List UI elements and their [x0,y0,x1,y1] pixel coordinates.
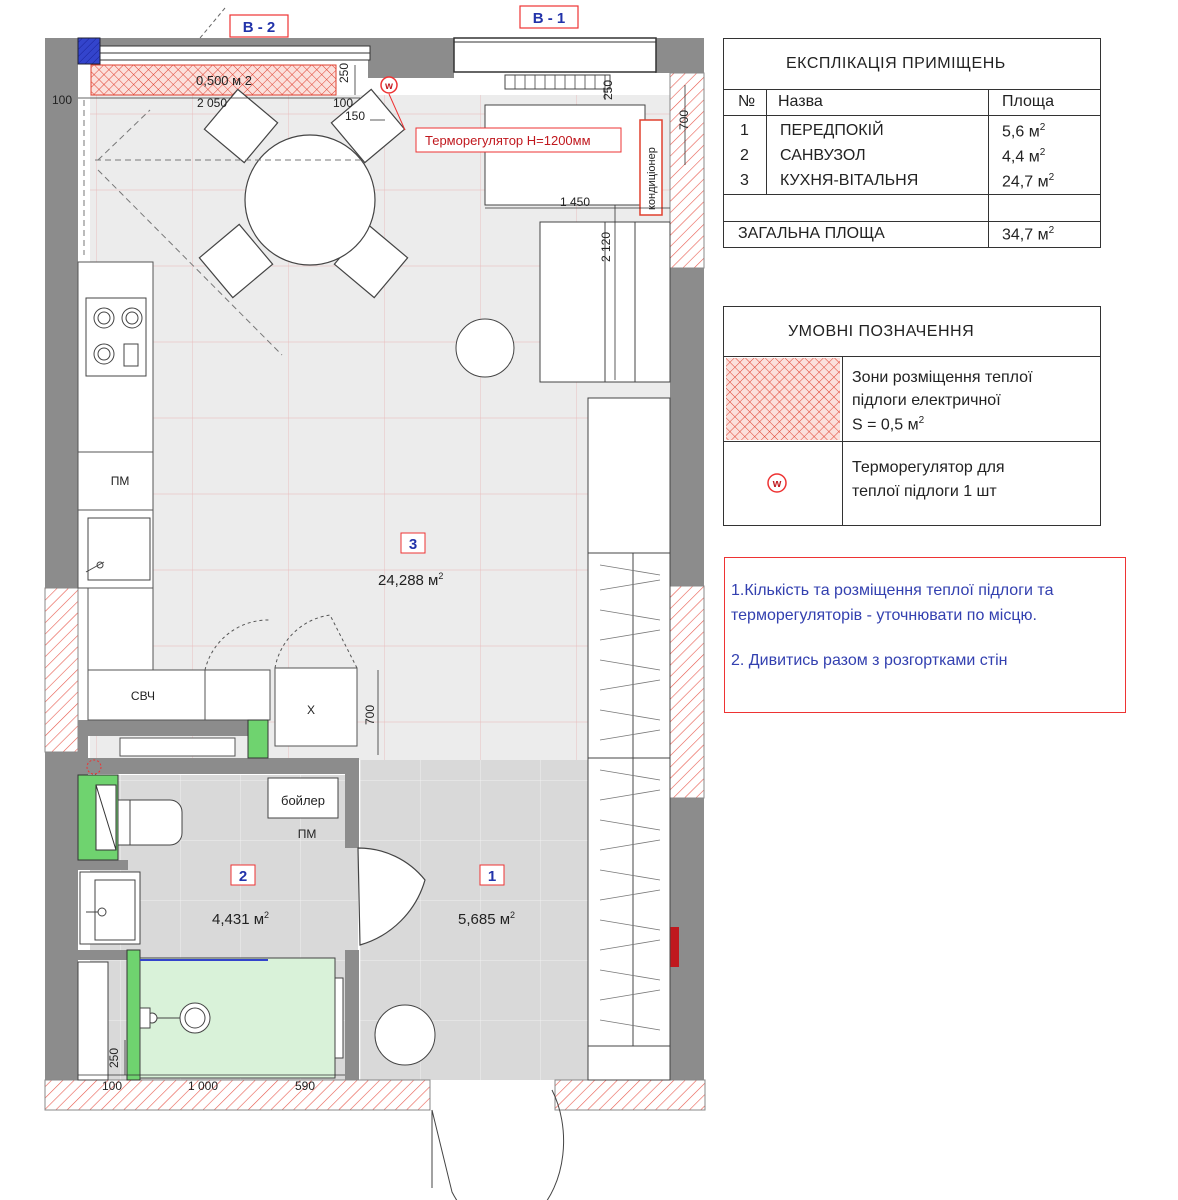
notes-box [724,557,1126,713]
window-b1 [454,38,656,72]
label-x: Х [306,703,316,717]
hall-door-frame [335,978,343,1058]
section-b2: B - 2 [242,19,276,36]
hall-pouf [375,1005,435,1065]
niche-unit [120,738,235,756]
wall-hatch-left [45,588,78,752]
dim-250-right: 250 [601,79,615,100]
note-line1: 1.Кількість та розміщення теплої підлоги та [731,582,1054,599]
dim-700-kitchen: 700 [363,704,377,725]
room2-num: 2 [238,868,248,885]
legend-heated-line2: підлоги електричної [852,392,1001,409]
heated-zone-area: 0,500 м 2 [196,73,252,88]
col-area: Площа [1002,93,1054,110]
row1-name: ПЕРЕДПОКІЙ [780,122,884,139]
row3-area: 24,7 $м^2$ [1002,172,1055,191]
green-box-1 [248,720,268,758]
note-line3: 2. Дивитись разом з розгортками стін [731,652,1008,669]
legend-thermo-symbol [765,471,789,495]
legend-thermo-line2: теплої підлоги 1 шт [852,483,997,500]
note-line2: терморегуляторів - уточнювати по місцю. [731,607,1037,624]
wardrobe [588,398,670,1080]
row2-name: САНВУЗОЛ [780,147,866,164]
dim-700-right: 700 [677,109,691,130]
dim-100-bottom: 100 [102,1079,123,1093]
label-boiler: бойлер [281,793,325,808]
entry-door [432,1090,564,1200]
col-num: № [738,93,756,110]
total-area: 34,7 $м^2$ [1002,225,1055,244]
room1-num: 1 [487,868,497,885]
room3-num: 3 [408,536,418,553]
fridge [275,668,357,746]
row3-name: КУХНЯ-ВІТАЛЬНЯ [780,172,919,189]
label-pm1: ПМ [110,474,130,488]
label-pm2: ПМ [297,827,317,841]
wall-hatch-right-top [670,73,704,268]
legend-hatch-swatch [725,357,841,441]
row1-area: 5,6 $м^2$ [1002,122,1046,141]
row1-num: 1 [740,122,749,139]
row3-num: 3 [740,172,749,189]
dim-2050: 2 050 [197,96,228,110]
dim-250-top: 250 [337,62,351,83]
explication-table [723,38,1101,248]
dim-1000: 1 000 [188,1079,219,1093]
legend-heated-line1: Зони розміщення теплої [852,369,1033,386]
washbasin [80,872,140,944]
legend-title: УМОВНІ ПОЗНАЧЕННЯ [788,323,975,340]
legend-heated-line3: S = 0,5 $м^2$ [852,415,925,434]
wall-hatch-right-mid [670,586,704,798]
total-label: ЗАГАЛЬНА ПЛОЩА [738,225,885,242]
dim-250-bath: 250 [107,1047,121,1068]
dim-590: 590 [295,1079,316,1093]
room3-area: 24,288 $м^2$ [378,571,444,589]
dim-150: 150 [345,109,366,123]
ottoman [456,319,514,377]
wall-hatch-bottom-right [555,1080,705,1110]
dim-100-mid: 100 [333,96,354,110]
toilet [118,800,182,845]
col-name: Назва [778,93,823,110]
row2-num: 2 [740,147,749,164]
room1-area: 5,685 $м^2$ [458,910,516,928]
blue-column [78,38,100,64]
thermostat-symbol-text: w [385,81,393,92]
legend-thermo-line1: Терморегулятор для [852,459,1005,476]
dim-1450: 1 450 [560,195,591,209]
room2-area: 4,431 $м^2$ [212,910,270,928]
legend-table [723,306,1101,526]
bath-cabinet [78,962,108,1080]
row2-area: 4,4 $м^2$ [1002,147,1046,166]
green-strip [127,950,140,1080]
thermostat-label: Терморегулятор Н=1200мм [425,133,591,148]
radiator [505,75,610,89]
svg-text:w: w [772,478,782,490]
label-ac: кондиціонер [646,147,658,210]
label-svch: СВЧ [130,689,156,703]
section-b1: B - 1 [532,10,566,27]
explication-title: ЕКСПЛІКАЦІЯ ПРИМІЩЕНЬ [786,55,1006,72]
dim-100-left: 100 [52,93,73,107]
dim-2120: 2 120 [599,231,613,262]
